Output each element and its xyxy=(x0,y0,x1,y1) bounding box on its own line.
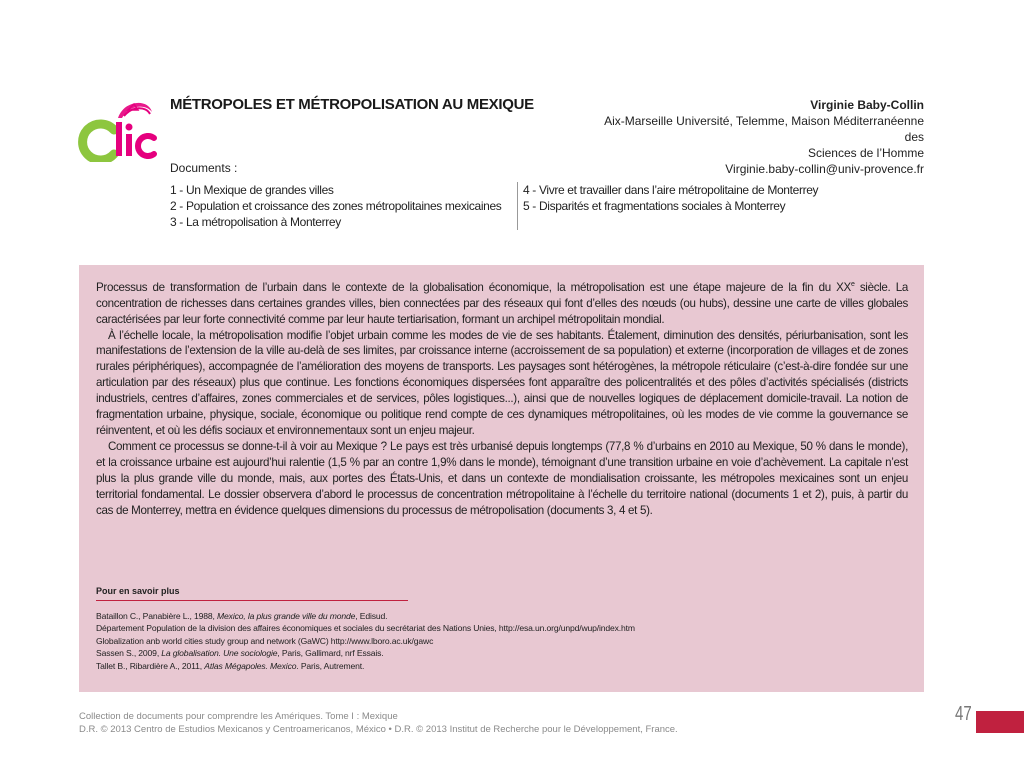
author-block xyxy=(594,97,924,177)
document-item-4[interactable]: 4 - Vivre et travailler dans l’aire métropolitaine de Monterrey xyxy=(523,183,819,197)
intro-paragraph-3: Comment ce processus se donne-t-il à voir au Mexique ? Le pays est très urbanisé depuis longtemps (77,8 % d’urbains en 2010 au Mexique, 50 % dans le monde), et la croissance urbaine est aujourd’hui ralentie (1,5 % par an contre 1,9% dans le monde), témoignant d’une transition urbaine en voie d’achèvement. La capitale n’est plus la plus grande ville du monde, mais, aux portes des États-Unis, et dans un contexte de mondialisation croissante, les métropoles mexicaines sont un enjeu territorial fondamental. Le dossier observera d’abord le processus de concentration métropolitaine à l’échelle du territoire national (documents 1 et 2), puis, à partir du cas de Monterrey, mettra en évidence quelques dimensions du processus de métropolisation (documents 3, 4 et 5). xyxy=(96,439,908,517)
document-item-2[interactable]: 2 - Population et croissance des zones métropolitaines mexicaines xyxy=(170,199,502,213)
clic-logo xyxy=(78,96,160,162)
documents-label: Documents : xyxy=(170,161,238,175)
reference-item: Bataillon C., Panabière L., 1988, Mexico, la plus grande ville du monde, Edisud. xyxy=(96,611,388,621)
author-name: Virginie Baby-Collin xyxy=(810,98,924,112)
page-footer xyxy=(79,710,678,736)
further-reading-list xyxy=(96,610,896,672)
author-affiliation-2: Sciences de l’Homme xyxy=(807,146,924,160)
intro-text xyxy=(96,277,908,518)
reference-item: Tallet B., Ribardière A., 2011, Atlas Mégapoles. Mexico. Paris, Autrement. xyxy=(96,660,365,671)
further-reading-rule xyxy=(96,600,408,601)
intro-paragraph-2: À l’échelle locale, la métropolisation modifie l’objet urbain comme les modes de vie de ses habitants. Étalement, diminution des densités, périurbanisation, sont les manifestations de l’extension de la ville au-delà de ses limites, par croissance interne (accroissement de sa population) et externe (incorporation de villages et de zones rurales périphériques), accompagnée de l’amélioration des moyens de transports. Les paysages sont hétérogènes, la métropole réticulaire (c’est-à-dire fondée sur une articulation par des réseaux) plus que continue. Les fonctions économiques dispersées font apparaître des policentralités et des pôles d’activités spécialisés (districts industriels, centres d’affaires, zones commerciales et de services, pôles logistiques...), ainsi que de nouvelles logiques de déplacement domicile-travail. La notion de fragmentation urbaine, physique, sociale, économique ou politique rend compte de ces dynamiques métropolitaines, où les modes de vie comme la gouvernance se réinventent, et où les défis sociaux et environnementaux sont un enjeu majeur. xyxy=(96,328,908,438)
document-item-1[interactable]: 1 - Un Mexique de grandes villes xyxy=(170,183,334,197)
document-item-3[interactable]: 3 - La métropolisation à Monterrey xyxy=(170,215,341,229)
reference-item[interactable]: Département Population de la division des affaires économiques et sociales du secrétariat des Nations Unies, http://esa.un.org/unpd/wup/index.htm xyxy=(96,623,635,634)
author-email[interactable]: Virginie.baby-collin@univ-provence.fr xyxy=(725,162,924,176)
document-item-5[interactable]: 5 - Disparités et fragmentations sociales à Monterrey xyxy=(523,199,786,213)
page-tab-marker xyxy=(976,711,1024,733)
documents-list-right xyxy=(523,182,863,214)
footer-collection: Collection de documents pour comprendre les Amériques. Tome I : Mexique xyxy=(79,711,398,722)
page-title: MÉTROPOLES ET MÉTROPOLISATION AU MEXIQUE xyxy=(170,96,534,113)
reference-item: Sassen S., 2009, La globalisation. Une sociologie, Paris, Gallimard, nrf Essais. xyxy=(96,648,384,659)
documents-divider xyxy=(517,182,518,230)
footer-copyright: D.R. © 2013 Centro de Estudios Mexicanos y Centroamericanos, México • D.R. © 2013 Institut de Recherche pour le Développement, France. xyxy=(79,724,678,735)
further-reading-title: Pour en savoir plus xyxy=(96,586,180,596)
documents-list-left xyxy=(170,182,510,230)
author-affiliation-1: Aix-Marseille Université, Telemme, Maison Méditerranéenne des xyxy=(604,114,924,144)
reference-item[interactable]: Globalization anb world cities study group and network (GaWC) http://www.lboro.ac.uk/gawc xyxy=(96,635,434,646)
page-number: 47 xyxy=(955,703,972,725)
intro-paragraph-1: Processus de transformation de l’urbain dans le contexte de la globalisation économique, la métropolisation est une étape majeure de la fin du XXe siècle. La concentration de richesses dans certaines grandes villes, bien connectées par des réseaux qui font d’elles des nœuds (ou hubs), dessine une carte de villes globales caractérisées par leur forte connectivité comme par leur haute tertiarisation, formant un archipel métropolitain mondial. xyxy=(96,280,908,326)
